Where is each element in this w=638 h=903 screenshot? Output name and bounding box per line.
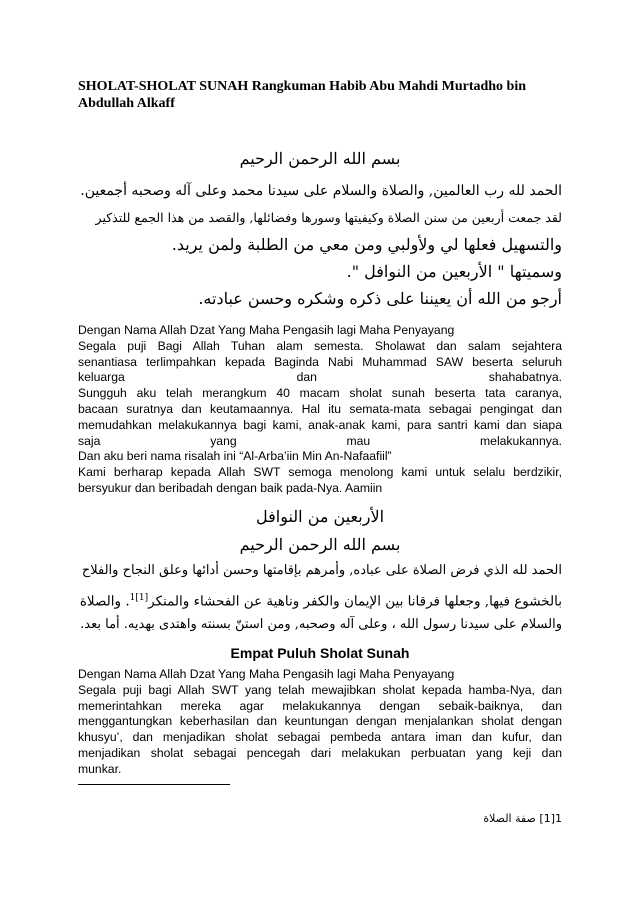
arabic-intro-line: أرجو من الله أن يعيننا على ذكره وشكره وحسن عبادته. [198, 289, 562, 308]
footnote-ref[interactable]: [1]1 [129, 593, 149, 603]
latin-intro-line: bersyukur dan beribadah dengan baik pada-Nya. Aamiin [78, 480, 383, 495]
arabic-intro-hamdala: الحمد لله رب العالمين, والصلاة والسلام على سيدنا محمد وعلى آله وصحبه أجمعين. [80, 183, 562, 199]
latin-intro-line: Dan aku beri nama risalah ini “Al-Arba’iin Min An-Nafaafiil” [78, 449, 392, 464]
latin-intro [78, 323, 562, 497]
footnote: 1[1] صفة الصلاة [483, 812, 562, 825]
latin-intro-basmala: Dengan Nama Allah Dzat Yang Maha Pengasih lagi Maha Penyayang [78, 323, 455, 337]
arabic-intro-line: والتسهيل فعلها لي ولأولبي ومن معي من الطلبة ولمن يريد. [171, 235, 562, 254]
arabic-section-line-end: . والصلاة [79, 593, 130, 610]
arabic-section-line-text: بالخشوع فيها, وجعلها فرقانا بين الإيمان والكفر وناهية عن الفحشاء والمنكر [148, 593, 562, 610]
latin-section-basmala: Dengan Nama Allah Dzat Yang Maha Pengasih lagi Maha Penyayang [78, 667, 455, 681]
latin-intro-line: Segala puji Bagi Allah Tuhan alam semesta. Sholawat dan salam sejahtera [78, 338, 562, 353]
arabic-intro-line: لقد جمعت أربعين من سنن الصلاة وكيفيتها وسورها وفضائلها, والقصد من هذا الجمع للتذكير [95, 210, 562, 225]
latin-intro-line: Sungguh aku telah merangkum 40 macam sholat sunah beserta tata caranya, [78, 386, 562, 401]
latin-intro-line: saja yang mau melakukannya. [78, 433, 562, 448]
latin-intro-line: bacaan suratnya dan keutamaannya. Hal itu semata-mata sebagai pengingat dan [78, 401, 562, 416]
arabic-section-heading: الأربعين من النوافل [255, 507, 385, 526]
latin-section-line: khusyu’, dan menjadikan sholat sebagai pembeda antara iman dan kufur, dan [78, 730, 562, 745]
latin-section [78, 667, 562, 778]
arabic-section-line: الحمد لله الذي فرض الصلاة على عباده, وأمرهم بإقامتها وحسن أدائها وعلق النجاح والفلاح [81, 563, 562, 578]
latin-intro-line: keluarga dan shahabatnya. [78, 370, 562, 385]
latin-section-line: munkar. [78, 761, 122, 776]
latin-intro-line: memudahkan melakukannya bagi kami, anak-anak kami, para santri kami dan siapa [78, 417, 562, 432]
latin-intro-line: Kami berharap kepada Allah SWT semoga menolong kami untuk selalu berdzikir, [78, 465, 562, 480]
latin-section-line: menjadikan sholat sebagai pencegah dari melakukan perbuatan yang keji dan [78, 745, 562, 760]
footnote-divider [78, 784, 230, 785]
arabic-section-basmala: بسم الله الرحمن الرحيم [239, 535, 401, 554]
document-title: SHOLAT-SHOLAT SUNAH Rangkuman Habib Abu Mahdi Murtadho bin Abdullah Alkaff [78, 79, 527, 111]
section-heading: Empat Puluh Sholat Sunah [230, 645, 410, 661]
latin-section-line: Segala puji bagi Allah SWT yang telah mewajibkan sholat kepada hamba-Nya, dan [78, 682, 562, 697]
arabic-section-line-with-ref [78, 585, 562, 615]
latin-intro-line: senantiasa terlimpahkan kepada Baginda Nabi Muhammad SAW beserta seluruh [78, 354, 562, 369]
arabic-section-line: والسلام على سيدنا رسول الله ، وعلى آله وصحبه, ومن استنّ بسنته واهتدى بهديه. أما بعد. [80, 617, 562, 632]
latin-section-line: menggantungkan keberhasilan dan keuntungan dengan menjalankan sholat dengan [78, 714, 562, 729]
arabic-intro-line: وسميتها " الأربعين من النوافل ". [346, 262, 562, 281]
arabic-basmala: بسم الله الرحمن الرحيم [239, 149, 401, 168]
latin-section-line: memerintahkan mereka agar melakukannya dengan sebaik-baiknya, dan [78, 698, 562, 713]
